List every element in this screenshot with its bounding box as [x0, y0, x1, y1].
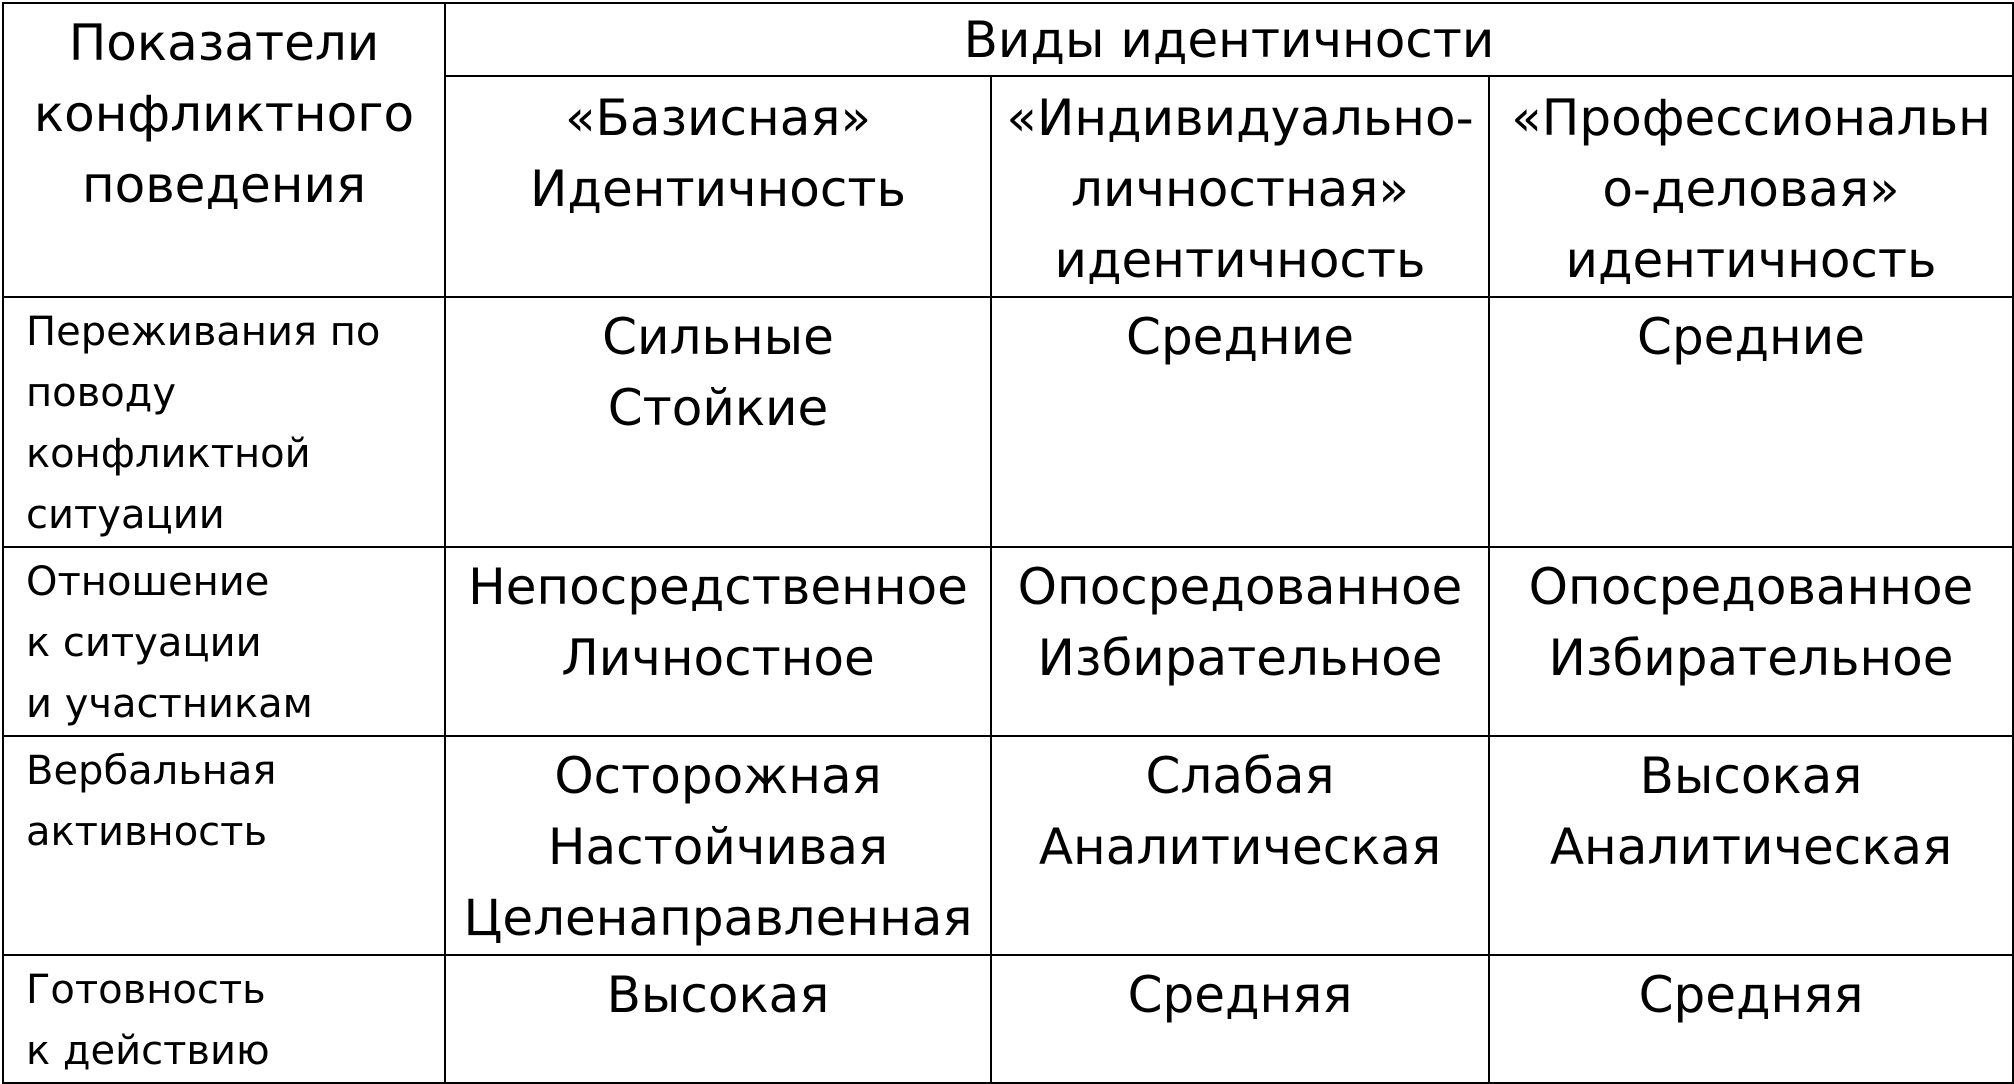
row-label-line: активность	[26, 809, 268, 855]
row-label-line: и участникам	[26, 681, 313, 727]
table-row	[3, 547, 2013, 736]
header-line: идентичность	[1565, 231, 1937, 289]
header-line: «Базисная»	[564, 89, 872, 147]
cell-line: Избирательное	[1037, 629, 1443, 687]
cell-line: Целенаправленная	[463, 889, 973, 947]
cell-line: Избирательное	[1548, 629, 1954, 687]
header-identity-types: Виды идентичности	[445, 3, 2013, 76]
header-individual-identity	[991, 76, 1489, 297]
row-label-attitude	[3, 547, 445, 736]
cell-line: Личностное	[561, 629, 875, 687]
cell-individual-experiences	[991, 297, 1489, 547]
cell-line: Опосредованное	[1017, 558, 1463, 616]
row-label-line: Готовность	[26, 967, 266, 1013]
row-label-line: Вербальная	[26, 748, 277, 794]
table-row	[3, 297, 2013, 547]
cell-line: Настойчивая	[547, 818, 889, 876]
cell-line: Средняя	[1127, 966, 1353, 1024]
cell-line: Аналитическая	[1549, 818, 1953, 876]
cell-line: Осторожная	[554, 747, 882, 805]
header-line: Идентичность	[530, 160, 906, 218]
cell-individual-verbal-activity	[991, 736, 1489, 955]
row-label-line: ситуации	[26, 492, 225, 538]
cell-professional-verbal-activity	[1489, 736, 2013, 955]
header-indicators	[3, 3, 445, 297]
cell-line: Средние	[1637, 308, 1865, 366]
header-line: «Профессиональн	[1511, 89, 1991, 147]
cell-line: Средняя	[1638, 966, 1864, 1024]
cell-basic-attitude	[445, 547, 991, 736]
identity-conflict-table	[2, 2, 2014, 1084]
header-line: личностная»	[1071, 160, 1409, 218]
cell-professional-attitude	[1489, 547, 2013, 736]
cell-line: Сильные	[602, 308, 834, 366]
cell-basic-verbal-activity	[445, 736, 991, 955]
cell-line: Опосредованное	[1528, 558, 1974, 616]
header-indicators-line: Показатели	[68, 14, 380, 72]
cell-line: Слабая	[1145, 747, 1335, 805]
row-label-verbal-activity	[3, 736, 445, 955]
header-indicators-line: поведения	[81, 156, 367, 214]
header-line: о-деловая»	[1602, 160, 1900, 218]
row-label-line: Переживания по	[26, 309, 381, 355]
cell-line: Непосредственное	[468, 558, 968, 616]
row-label-line: конфликтной	[26, 431, 311, 477]
cell-line: Высокая	[1639, 747, 1863, 805]
cell-individual-attitude	[991, 547, 1489, 736]
row-label-experiences	[3, 297, 445, 547]
header-professional-identity	[1489, 76, 2013, 297]
cell-line: Средние	[1126, 308, 1354, 366]
row-label-line: к действию	[26, 1028, 270, 1074]
row-label-line: Отношение	[26, 559, 270, 605]
header-indicators-line: конфликтного	[33, 85, 415, 143]
cell-basic-experiences	[445, 297, 991, 547]
row-label-line: к ситуации	[26, 620, 262, 666]
table-row	[3, 736, 2013, 955]
row-label-line: поводу	[26, 370, 176, 416]
cell-line: Аналитическая	[1038, 818, 1442, 876]
header-basic-identity	[445, 76, 991, 297]
header-line: «Индивидуально-	[1006, 89, 1474, 147]
header-line: идентичность	[1054, 231, 1426, 289]
cell-professional-experiences	[1489, 297, 2013, 547]
cell-line: Стойкие	[607, 379, 829, 437]
cell-line: Высокая	[606, 966, 830, 1024]
